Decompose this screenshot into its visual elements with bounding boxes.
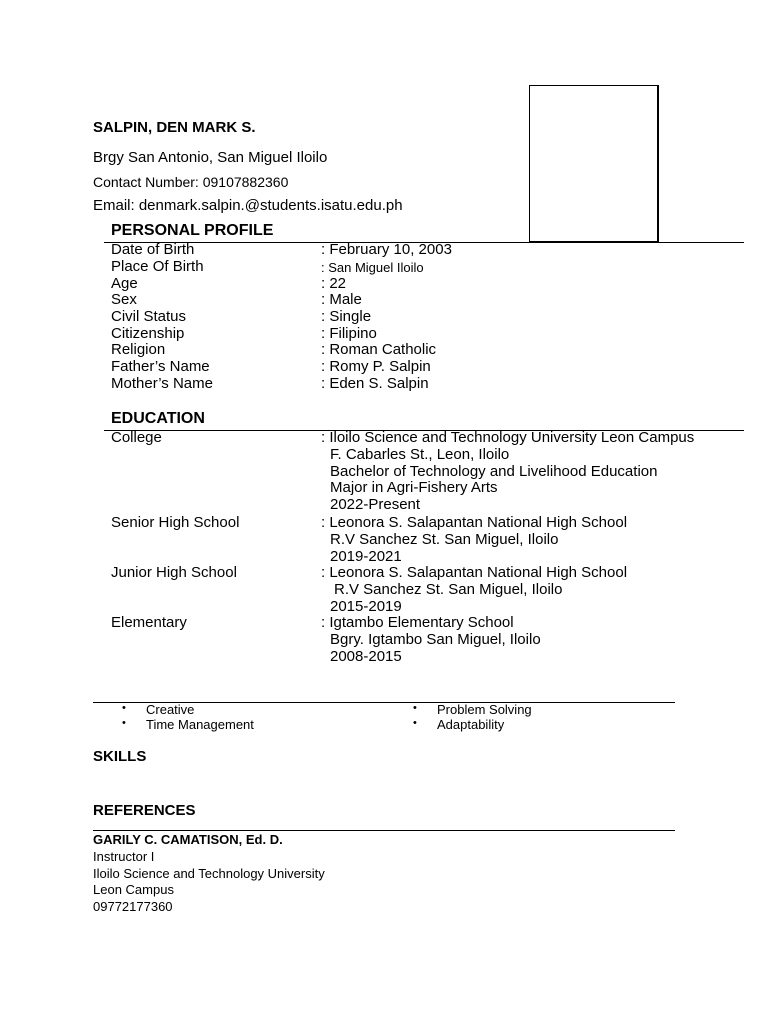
- profile-value: : Male: [321, 291, 362, 308]
- skill-label: Creative: [146, 702, 195, 717]
- profile-label: Age: [111, 275, 138, 292]
- photo-placeholder: [529, 85, 659, 242]
- education-line: Bgry. Igtambo San Miguel, Iloilo: [330, 630, 541, 648]
- bullet-icon: •: [122, 702, 126, 714]
- reference-name: GARILY C. CAMATISON, Ed. D.: [93, 832, 283, 847]
- education-level: College: [111, 429, 162, 446]
- skills-heading: SKILLS: [93, 748, 147, 765]
- reference-line: Iloilo Science and Technology University: [93, 866, 325, 881]
- education-line: R.V Sanchez St. San Miguel, Iloilo: [330, 530, 559, 548]
- profile-value: : Romy P. Salpin: [321, 358, 431, 375]
- profile-label: Civil Status: [111, 308, 187, 325]
- profile-label: Sex: [111, 291, 137, 308]
- education-line: 2019-2021: [330, 547, 402, 565]
- skill-label: Adaptability: [437, 717, 505, 732]
- education-details: [321, 430, 694, 514]
- profile-label: Religion: [111, 341, 166, 358]
- education-line: Bachelor of Technology and Livelihood Education: [330, 462, 658, 480]
- profile-value: : Single: [321, 308, 372, 325]
- education-line: : Leonora S. Salapantan National High School: [321, 514, 628, 531]
- education-details: [321, 565, 627, 615]
- applicant-name: SALPIN, DEN MARK S.: [93, 119, 256, 136]
- references-divider: [93, 830, 675, 831]
- profile-label: Mother’s Name: [111, 375, 213, 392]
- skill-label: Problem Solving: [437, 702, 532, 717]
- education-line: 2022-Present: [330, 496, 421, 514]
- education-line: 2015-2019: [330, 597, 402, 615]
- education-line: Major in Agri-Fishery Arts: [330, 479, 498, 497]
- profile-label: Date of Birth: [111, 241, 195, 258]
- education-level: Senior High School: [111, 514, 240, 531]
- education-heading: EDUCATION: [111, 410, 205, 427]
- education-level: Junior High School: [111, 564, 237, 581]
- education-details: [321, 515, 627, 565]
- references-heading: REFERENCES: [93, 802, 196, 819]
- profile-label: Place Of Birth: [111, 258, 204, 275]
- education-line: : Iloilo Science and Technology University Leon Campus: [321, 429, 695, 446]
- profile-value: : February 10, 2003: [321, 241, 452, 258]
- education-level: Elementary: [111, 614, 187, 631]
- profile-value: : 22: [321, 275, 347, 292]
- education-line: F. Cabarles St., Leon, Iloilo: [330, 445, 510, 463]
- profile-label: Citizenship: [111, 325, 185, 342]
- profile-value: : Eden S. Salpin: [321, 375, 429, 392]
- personal-profile-heading: PERSONAL PROFILE: [111, 222, 274, 239]
- profile-value: : Filipino: [321, 325, 377, 342]
- skill-label: Time Management: [146, 717, 254, 732]
- bullet-icon: •: [122, 717, 126, 729]
- contact-number: Contact Number: 09107882360: [93, 174, 289, 190]
- education-line: R.V Sanchez St. San Miguel, Iloilo: [334, 580, 563, 598]
- education-details: [321, 615, 541, 665]
- education-line: : Igtambo Elementary School: [321, 614, 514, 631]
- profile-value: : Roman Catholic: [321, 341, 437, 358]
- bullet-icon: •: [413, 702, 417, 714]
- bullet-icon: •: [413, 717, 417, 729]
- reference-line: Leon Campus: [93, 882, 174, 897]
- profile-label: Father’s Name: [111, 358, 210, 375]
- profile-value: : San Miguel Iloilo: [321, 260, 424, 275]
- address: Brgy San Antonio, San Miguel Iloilo: [93, 149, 328, 166]
- email: Email: denmark.salpin.@students.isatu.edu.ph: [93, 197, 403, 214]
- education-line: 2008-2015: [330, 647, 402, 665]
- reference-line: 09772177360: [93, 899, 173, 914]
- reference-line: Instructor I: [93, 849, 155, 864]
- education-line: : Leonora S. Salapantan National High School: [321, 564, 628, 581]
